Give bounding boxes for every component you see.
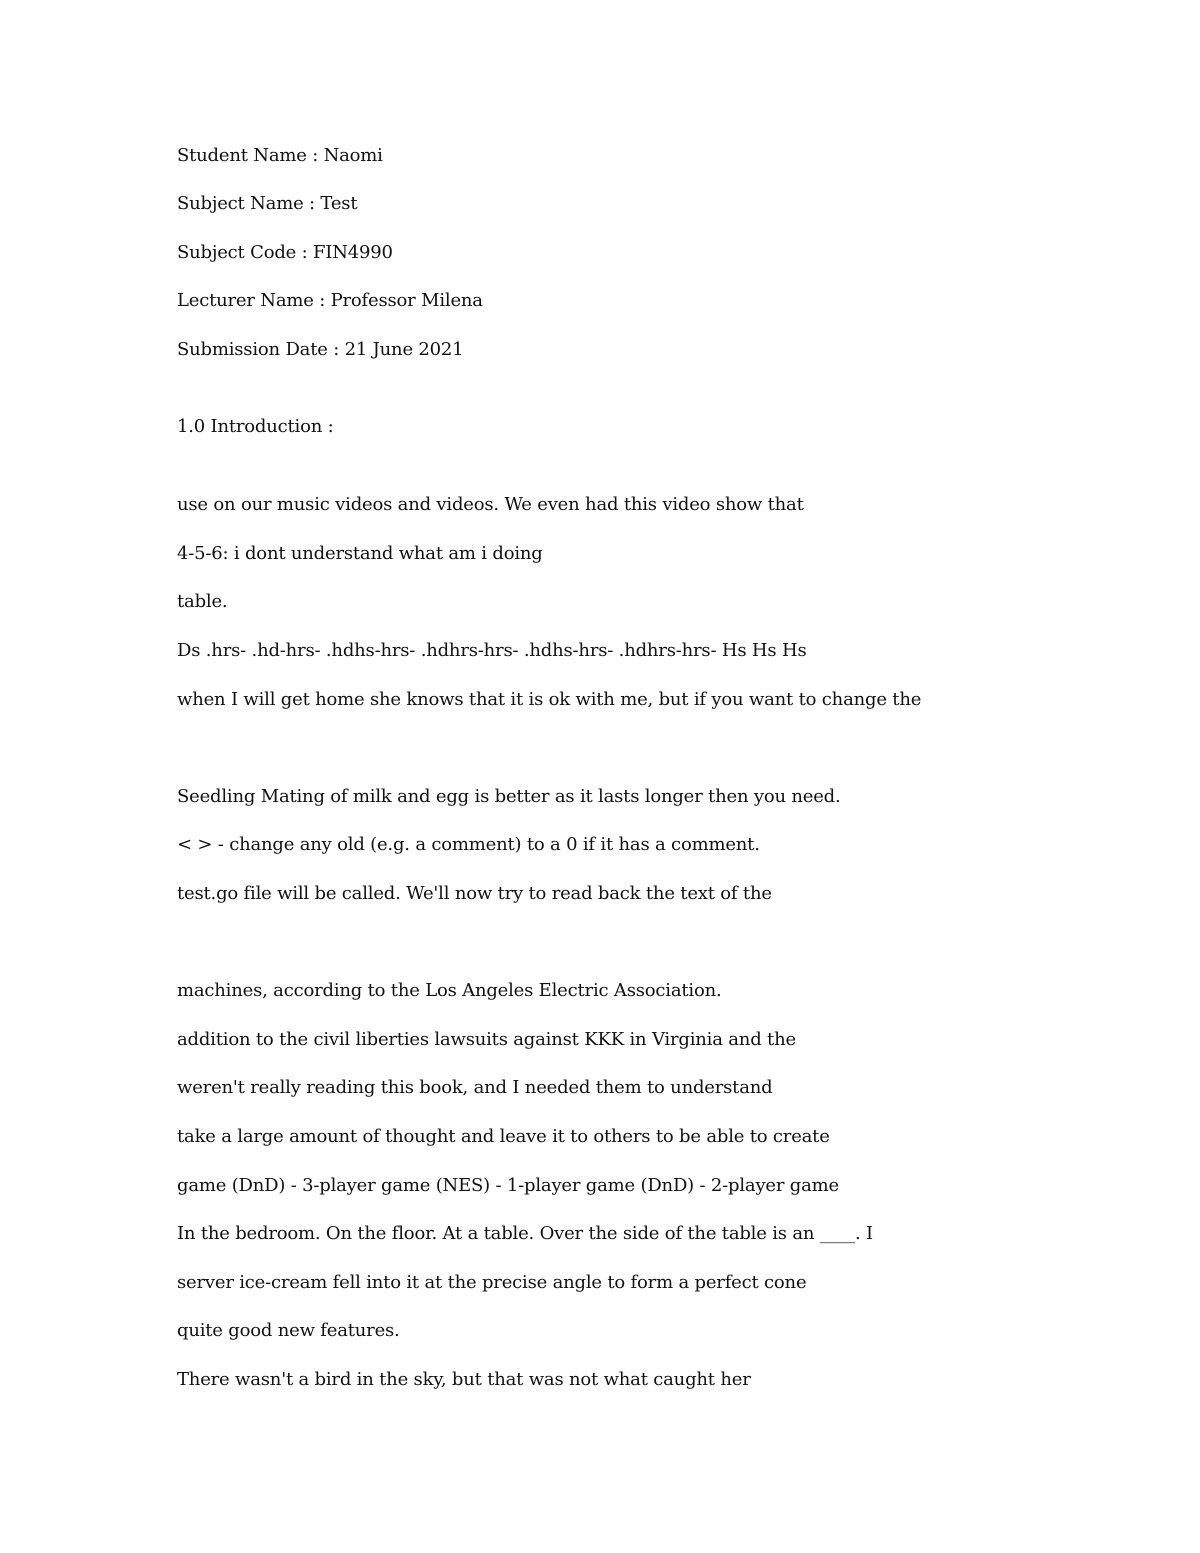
body-line: In the bedroom. On the floor. At a table. Over the side of the table is an ____. I bbox=[177, 1223, 873, 1244]
body-line: server ice-cream fell into it at the precise angle to form a perfect cone bbox=[177, 1272, 807, 1293]
body-line: when I will get home she knows that it is ok with me, but if you want to change the bbox=[177, 689, 922, 710]
body-line: < > - change any old (e.g. a comment) to a 0 if it has a comment. bbox=[177, 834, 760, 855]
body-line: table. bbox=[177, 591, 228, 612]
body-line: use on our music videos and videos. We even had this video show that bbox=[177, 494, 804, 515]
subject-name: Subject Name : Test bbox=[177, 193, 358, 214]
body-line: addition to the civil liberties lawsuits against KKK in Virginia and the bbox=[177, 1029, 796, 1050]
section-heading: 1.0 Introduction : bbox=[177, 416, 334, 437]
body-line: machines, according to the Los Angeles Electric Association. bbox=[177, 980, 722, 1001]
student-name: Student Name : Naomi bbox=[177, 145, 383, 166]
submission-date: Submission Date : 21 June 2021 bbox=[177, 339, 464, 360]
body-line: There wasn't a bird in the sky, but that was not what caught her bbox=[177, 1369, 751, 1390]
body-line: Seedling Mating of milk and egg is better as it lasts longer then you need. bbox=[177, 786, 841, 807]
body-line: take a large amount of thought and leave it to others to be able to create bbox=[177, 1126, 830, 1147]
body-line: weren't really reading this book, and I needed them to understand bbox=[177, 1077, 773, 1098]
lecturer-name: Lecturer Name : Professor Milena bbox=[177, 290, 483, 311]
subject-code: Subject Code : FIN4990 bbox=[177, 242, 393, 263]
body-line: Ds .hrs- .hd-hrs- .hdhs-hrs- .hdhrs-hrs- .hdhs-hrs- .hdhrs-hrs- Hs Hs Hs bbox=[177, 640, 807, 661]
body-line: 4-5-6: i dont understand what am i doing bbox=[177, 543, 543, 564]
body-line: quite good new features. bbox=[177, 1320, 400, 1341]
body-line: test.go file will be called. We'll now try to read back the text of the bbox=[177, 883, 772, 904]
body-line: game (DnD) - 3-player game (NES) - 1-player game (DnD) - 2-player game bbox=[177, 1175, 839, 1196]
